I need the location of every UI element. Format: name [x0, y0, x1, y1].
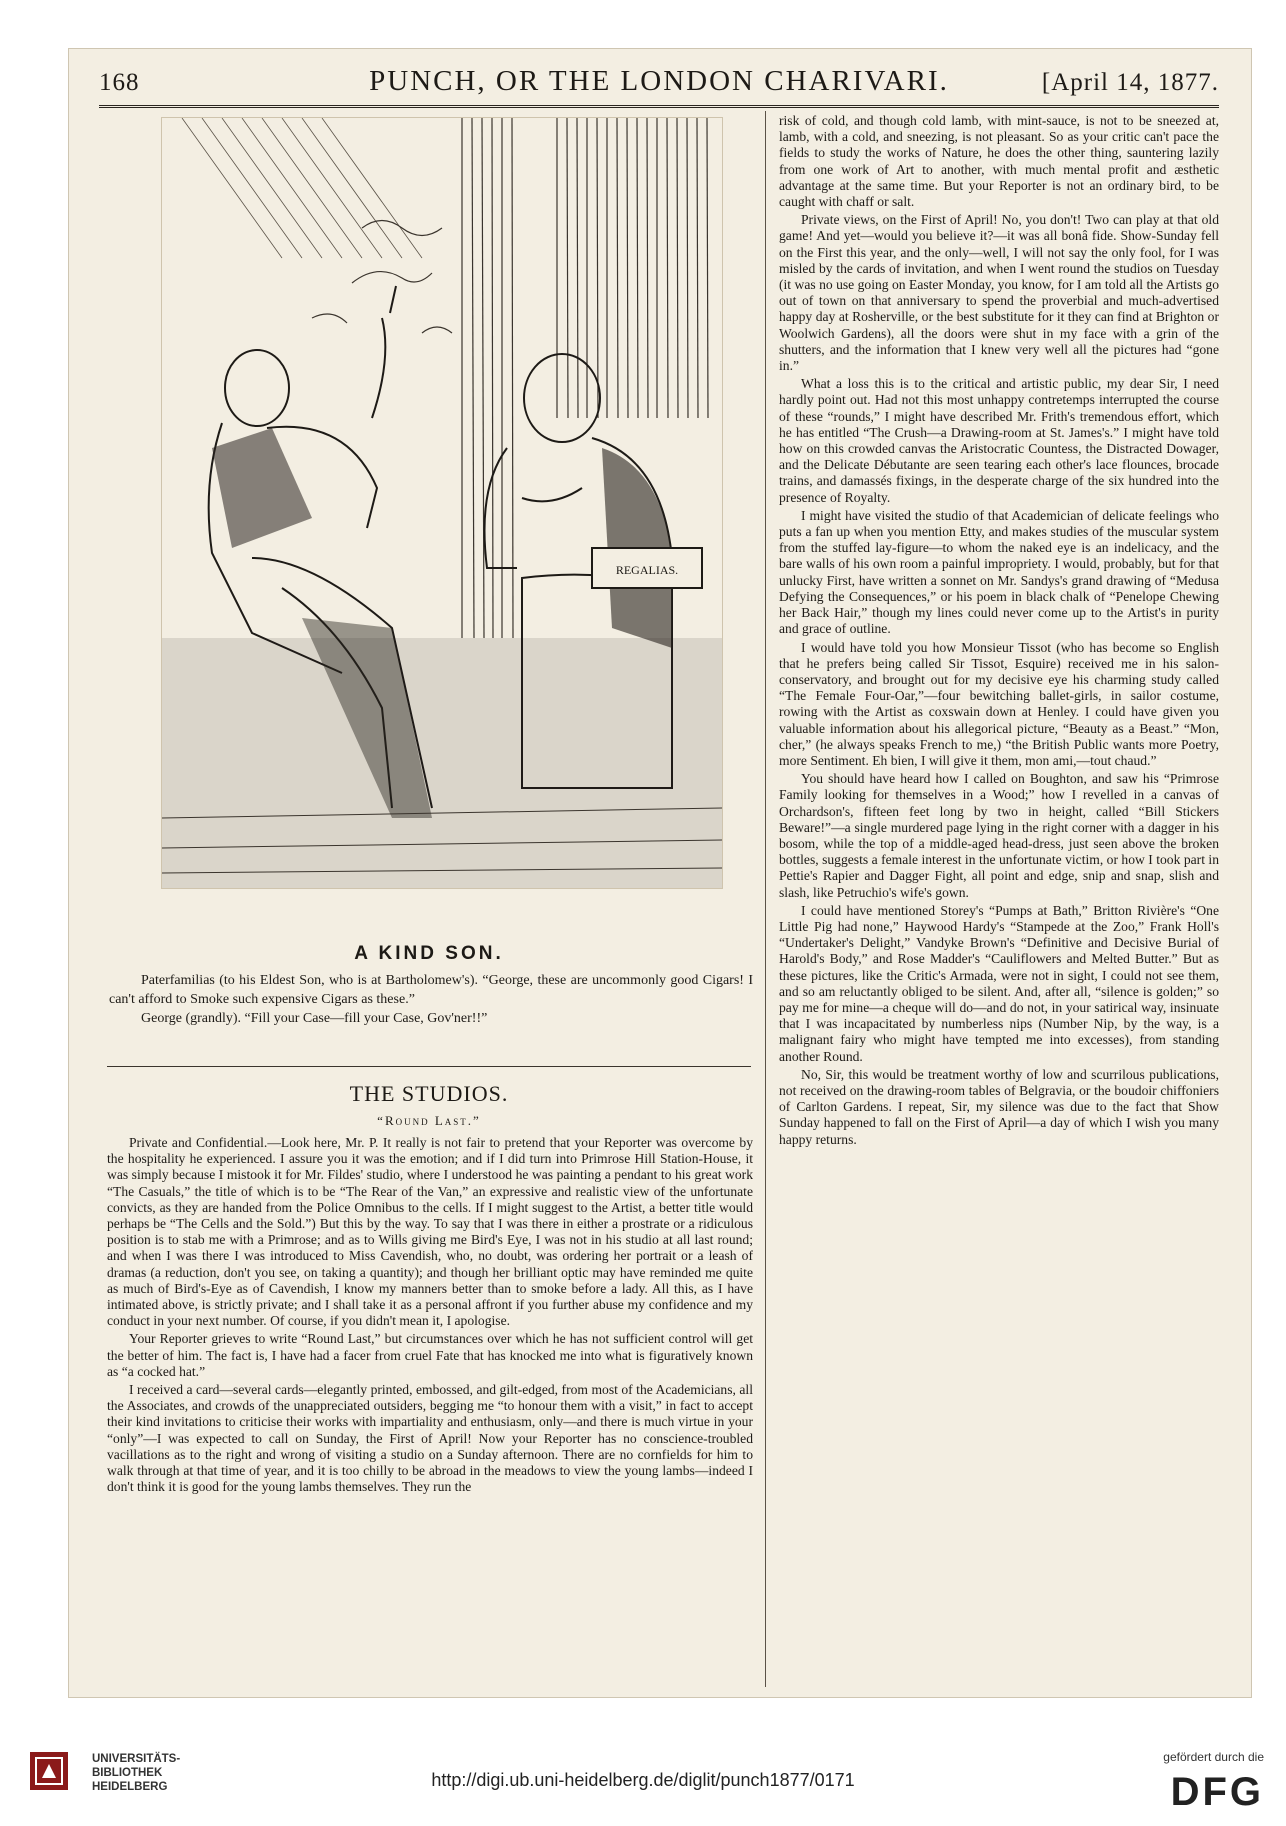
article-paragraph: No, Sir, this would be treatment worthy of low and scurrilous publications, not received on the drawing-room tables of Belgravia, or the boudoir chiffoniers of Carlton Gardens. I repeat, Sir, my silence was due to the fact that Show Sunday happened to fall on the First of April—a day of which I wish you many happy returns.	[779, 1066, 1219, 1147]
article-paragraph: Private views, on the First of April! No, you don't! Two can play at that old game! And yet—would you believe it?—it was all bonâ fide. Show-Sunday fell on the First this year, and the only—well, I will not say the only fool, for I was misled by the cards of invitation, and when I went round the studios on Tuesday (it was no use going on Easter Monday, you know, for I am told all the Artists go out of town on that anniversary to spend the proverbial and much-advertised happy day at Rosherville, or the best substitute for it they can find at Brighton or Woolwich Gardens), all the doors were shut in my face with a grin of the shutters, and the information that I knew very well all the pictures had “gone in.”	[779, 212, 1219, 374]
digitization-footer	[0, 1712, 1286, 1826]
page-number: 168	[99, 69, 140, 96]
magazine-page	[68, 48, 1252, 1698]
article-title: THE STUDIOS.	[349, 1081, 509, 1106]
funding-label: gefördert durch die	[1163, 1750, 1264, 1764]
article-paragraph: I might have visited the studio of that Academician of delicate feelings who puts a fan up when you mention Etty, and makes studies of the muscular system from the stuffed lay-figure—to whom the naked eye is an indelicacy, and the bare walls of his own room a painful impropriety. I would, probably, but for that unlucky First, have written a sonnet on Mr. Sandys's grand drawing of “Medusa Defying the Consequences,” or his poem in black chalk of “Penelope Chewing her Back Hair,” though my lines could never come up to the Artist's in purity and grace of outline.	[779, 507, 1219, 637]
source-url-link[interactable]: http://digi.ub.uni-heidelberg.de/diglit/punch1877/0171	[431, 1770, 855, 1790]
caption-line-1: Paterfamilias (to his Eldest Son, who is at Bartholomew's). “George, these are uncommonly good Cigars! I can't afford to Smoke such expensive Cigars as these.”	[109, 973, 753, 1007]
section-separator	[107, 1066, 751, 1067]
article-paragraph: I would have told you how Monsieur Tissot (who has become so English that he prefers being called Sir Tissot, Esquire) received me in his salon-conservatory, and brought out for my decisive eye his charming study called “The Female Four-Oar,”—four bewitching ballet-girls, in sailor costume, rowing with the Artist as coxswain down at Henley. I could have given you valuable information about his allegorical picture, “Beauty as a Beast.” “Mon, cher,” (he always speaks French to me,) “the British Public wants more Poetry, more Sentiment. Eh bien, I will give it them, mon ami,—tout chaud.”	[779, 639, 1219, 768]
article-paragraph: Your Reporter grieves to write “Round Last,” but circumstances over which he has not sufficient control will get the better of him. The fact is, I have had a facer from cruel Fate that has knocked me into what is figuratively known as “a cocked hat.”	[107, 1331, 753, 1379]
article-paragraph: Private and Confidential.—Look here, Mr. P. It really is not fair to pretend that your Reporter was overcome by the hospitality he experienced. I assure you it was the emotion; and if I did turn into Primrose Hill Station-House, it was simply because I mistook it for Mr. Fildes' studio, where I understood he was painting a pendant to his great work “The Casuals,” the title of which is to be “The Rear of the Van,” an expressive and realistic view of the unfortunate convicts, as they are handed from the Police Omnibus to the cells. If I might suggest to the Artist, a better title would perhaps be “The Cells and the Sold.”) But this by the way. To say that I was there in either a prostrate or a ridiculous position is to stab me with a Primrose; and as to Wills giving me Bird's Eye, I was not in his studio at all last round; and when I was there I was introduced to Miss Cavendish, who, no doubt, was ordering her portrait or a leash of dramas (a reduction, don't you see, on taking a quantity); and though her brilliant optic may have reminded me quite as much of Bird's-Eye as of Cavendish, I know my manners better than to smoke before a lady. All this, as I have intimated above, is strictly private; and I shall take it as a personal affront if you further abuse my confidence and my conduct in your next number. Of course, if you didn't mean it, I apologise.	[107, 1135, 753, 1329]
article-paragraph: I received a card—several cards—elegantly printed, embossed, and gilt-edged, from most of the Academicians, all the Associates, and crowds of the unappreciated outsiders, begging me “to honour them with a visit,” in fact to accept their kind invitations to criticise their works with impartiality and enthusiasm, only—and there is much virtue in your “only”—I was expected to call on Sunday, the First of April! Now your Reporter has no conscience-troubled vacillations as to the right and wrong of visiting a studio on a Sunday afternoon. There are no cornfields for him to walk through at that time of year, and it is too chilly to be abroad in the meadows to view the young lambs—indeed I don't think it is good for the young lambs themselves. They run the	[107, 1382, 753, 1495]
article-body-right	[779, 113, 1219, 1687]
column-divider	[765, 111, 766, 1687]
article-paragraph: You should have heard how I called on Boughton, and saw his “Primrose Family looking for themselves in a Wood;” how I revelled in a canvas of Orchardson's, fifteen feet long by two in height, called “Bill Stickers Beware!”—a single murdered page lying in the right corner with a dagger in his bosom, while the top of a middle-aged head-dress, just seen above the broken bottles, suggests a female interest in the unfortunate victim, or how I took part in Pettie's Rapier and Dagger Fight, all point and edge, snip and snap, slish and slash, like Petruchio's wife's gown.	[779, 771, 1219, 900]
right-column	[775, 111, 1221, 1691]
cartoon-illustration	[161, 117, 723, 889]
institution-name: UNIVERSITÄTS- BIBLIOTHEK HEIDELBERG	[92, 1753, 181, 1793]
issue-date: [April 14, 1877.	[1041, 69, 1219, 96]
cartoon-title: A KIND SON.	[354, 943, 504, 964]
publication-title: PUNCH, OR THE LONDON CHARIVARI.	[369, 65, 949, 97]
cigar-box-label: REGALIAS.	[615, 563, 679, 577]
caption-line-2: George (grandly). “Fill your Case—fill your Case, Gov'ner!!”	[141, 1011, 488, 1026]
dfg-logo: DFG	[1170, 1770, 1264, 1814]
article-paragraph: risk of cold, and though cold lamb, with mint-sauce, is not to be sneezed at, lamb, with a cold, and sneezing, is not pleasant. So as your critic can't pace the fields to study the works of Nature, he does the other thing, sauntering lazily from one work of Art to another, with much mental profit and æsthetic advantage at the same time. But your Reporter is not an ordinary bird, to be caught with chaff or salt.	[779, 113, 1219, 210]
cartoon-caption	[109, 971, 753, 1028]
article-paragraph: What a loss this is to the critical and artistic public, my dear Sir, I need hardly point out. Had not this most unhappy contretemps interrupted the course of these “rounds,” I might have described Mr. Frith's tremendous effort, which he has entitled “The Crush—a Drawing-room at St. James's.” I might have told how on this crowded canvas the Aristocratic Countess, the Distracted Dowager, and the Delicate Débutante are seen tearing each other's lace flounces, brocade trains, and damassés fixings, in the desperate charge of the six hundred into the presence of Royalty.	[779, 376, 1219, 505]
article-subtitle: “Round Last.”	[377, 1113, 481, 1128]
article-paragraph: I could have mentioned Storey's “Pumps at Bath,” Britton Rivière's “One Little Pig had none,” Haywood Hardy's “Stampede at the Zoo,” Frank Holl's “Undertaker's Delight,” Vandyke Brown's “Definitive and Decisive Burial of Harold's Body,” and Rose Madder's “Cauliflowers and Melted Butter.” But as these pictures, like the Critic's Armada, were not in sight, I could not see them, and so am reluctantly obliged to be silent. And, after all, “silence is golden;” so pay me for mine—a cheque will do—and do not, in your satirical way, insinuate that I was incapacitated by numberless nips (Number Nip, by the way, is a malignant fairy who might have tempted me into excesses), from standing another Round.	[779, 902, 1219, 1064]
page-header	[99, 61, 1219, 101]
left-column	[101, 111, 757, 1691]
article-body-left	[107, 1135, 753, 1695]
